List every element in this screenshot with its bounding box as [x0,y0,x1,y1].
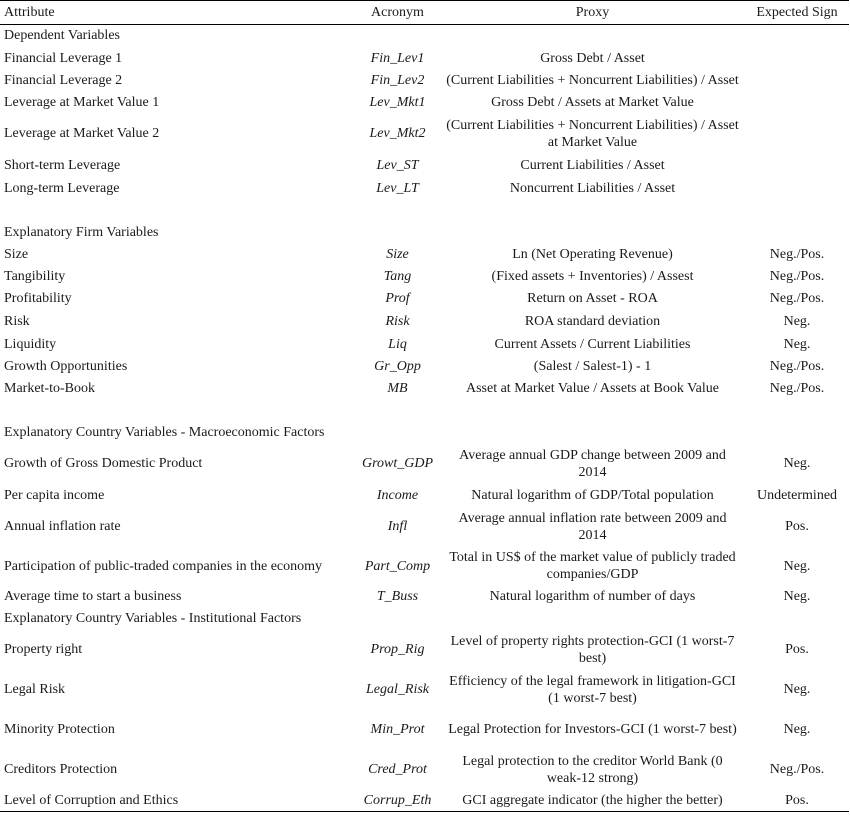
cell-expected-sign: Pos. [785,519,809,534]
table-row [0,47,849,70]
cell-acronym: Size [386,247,409,262]
cell-proxy: Level of property rights protection-GCI (1 worst-7 best) [450,633,735,666]
cell-attribute: Long-term Leverage [4,180,120,196]
cell-proxy: Gross Debt / Asset [540,50,645,66]
cell-expected-sign: Neg. [783,456,811,471]
cell-expected-sign [745,47,849,70]
cell-attribute: Tangibility [4,269,66,284]
table-row [0,750,849,790]
table-row [0,670,849,710]
cell-proxy: Natural logarithm of GDP/Total population [471,487,714,503]
cell-expected-sign [745,154,849,177]
cell-proxy: Total in US$ of the market value of publicly traded companies/GDP [449,550,736,582]
section-institutional-variables: Explanatory Country Variables - Institutional Factors [4,611,302,626]
cell-expected-sign: Neg./Pos. [769,381,825,396]
cell-expected-sign: Neg. [783,313,811,329]
section-dependent-variables: Dependent Variables [4,28,120,44]
cell-attribute: Growth Opportunities [4,359,128,374]
cell-attribute: Financial Leverage 2 [4,73,123,88]
cell-proxy: GCI aggregate indicator (the higher the better) [440,790,745,812]
cell-expected-sign [745,92,849,114]
cell-attribute: Creditors Protection [4,762,118,777]
cell-acronym: Risk [385,313,410,329]
cell-expected-sign: Neg./Pos. [769,269,825,284]
cell-expected-sign: Pos. [785,642,809,657]
cell-expected-sign: Neg./Pos. [769,247,825,262]
cell-attribute: Level of Corruption and Ethics [0,790,355,812]
cell-attribute: Per capita income [4,487,105,503]
cell-attribute: Leverage at Market Value 2 [4,126,160,141]
cell-expected-sign [745,177,849,200]
cell-acronym: Cred_Prot [368,762,427,777]
cell-attribute: Market-to-Book [4,381,95,396]
cell-acronym: Lev_ST [376,157,419,173]
cell-proxy: Average annual GDP change between 2009 and 2014 [459,447,726,480]
cell-proxy: Legal protection to the creditor World Bank (0 weak-12 strong) [462,753,723,786]
cell-proxy: (Current Liabilities + Noncurrent Liabilities) / Asset [446,73,739,88]
section-row [0,608,849,630]
spacer-row [0,400,849,422]
table-row [0,507,849,547]
section-macro-variables: Explanatory Country Variables - Macroeconomic Factors [4,425,325,440]
cell-proxy: (Fixed assets + Inventories) / Assest [491,269,694,284]
cell-acronym: T_Buss [376,589,419,604]
cell-attribute: Legal Risk [4,682,66,697]
cell-proxy: ROA standard deviation [524,313,661,329]
cell-expected-sign: Neg. [783,558,811,574]
cell-attribute: Short-term Leverage [4,157,121,173]
cell-acronym: Fin_Lev1 [370,50,425,66]
section-row [0,422,849,444]
table-row [0,356,849,378]
cell-attribute: Risk [4,313,30,329]
table-row [0,177,849,200]
table-row [0,586,849,608]
section-row [0,222,849,244]
cell-proxy: (Current Liabilities + Noncurrent Liabilities) / Asset at Market Value [446,117,739,150]
cell-attribute: Annual inflation rate [4,519,121,534]
cell-acronym: Fin_Lev2 [370,73,425,88]
cell-proxy: Current Liabilities / Asset [520,157,665,173]
cell-attribute: Financial Leverage 1 [4,50,123,66]
table-row [0,154,849,177]
cell-expected-sign: Neg. [783,682,811,697]
cell-acronym: MB [387,381,408,396]
table-row [0,244,849,266]
cell-attribute: Profitability [4,291,72,306]
spacer-row [0,200,849,222]
header-row [0,1,849,25]
cell-attribute: Liquidity [4,336,57,352]
cell-attribute: Leverage at Market Value 1 [4,95,160,110]
cell-attribute: Property right [4,642,83,657]
cell-proxy: Natural logarithm of number of days [489,589,696,604]
cell-proxy: Ln (Net Operating Revenue) [512,247,673,262]
table-row [0,288,849,310]
cell-acronym: Min_Prot [370,722,425,737]
table-row [0,630,849,670]
cell-proxy: Return on Asset - ROA [527,291,658,306]
cell-proxy: Noncurrent Liabilities / Asset [509,180,676,196]
header-attribute: Attribute [0,1,355,25]
table-row [0,70,849,92]
cell-proxy: Legal Protection for Investors-GCI (1 worst-7 best) [448,722,737,737]
cell-proxy: Gross Debt / Assets at Market Value [491,95,694,110]
cell-expected-sign: Neg. [783,722,811,737]
cell-acronym: Liq [388,336,407,352]
table-row [0,266,849,288]
table-row [0,310,849,333]
section-firm-variables: Explanatory Firm Variables [4,225,159,240]
cell-acronym: Legal_Risk [366,682,429,697]
cell-expected-sign: Neg. [783,589,811,604]
cell-expected-sign [745,70,849,92]
cell-expected-sign: Undetermined [756,487,838,503]
table-row [0,378,849,400]
section-row [0,25,849,47]
cell-acronym: Gr_Opp [374,359,421,374]
table-row [0,484,849,507]
cell-proxy: Current Assets / Current Liabilities [494,336,691,352]
table-row [0,790,849,812]
cell-attribute: Size [4,247,29,262]
header-proxy: Proxy [440,1,745,25]
cell-expected-sign: Neg./Pos. [769,762,825,777]
header-acronym: Acronym [355,1,440,25]
cell-acronym: Growt_GDP [361,456,434,471]
cell-proxy: Asset at Market Value / Assets at Book Value [465,381,719,396]
cell-attribute: Participation of public-traded companies in the economy [4,558,323,574]
cell-acronym: Lev_Mkt1 [369,95,426,110]
table-row [0,92,849,114]
cell-attribute: Average time to start a business [4,589,182,604]
cell-acronym: Part_Comp [364,558,431,574]
cell-acronym: Lev_Mkt2 [369,126,426,141]
cell-proxy: Average annual inflation rate between 2009 and 2014 [458,510,727,543]
cell-acronym: Prof [385,291,410,306]
cell-acronym: Income [376,487,419,503]
cell-acronym: Corrup_Eth [355,790,440,812]
cell-expected-sign: Pos. [745,790,849,812]
table-row [0,333,849,356]
cell-attribute: Minority Protection [4,722,115,737]
cell-proxy: (Salest / Salest-1) - 1 [533,359,652,374]
cell-acronym: Lev_LT [376,180,419,196]
table-row [0,114,849,154]
cell-attribute: Growth of Gross Domestic Product [4,456,203,471]
header-expected-sign: Expected Sign [745,1,849,25]
table-row [0,710,849,750]
cell-acronym: Prop_Rig [370,642,425,657]
cell-acronym: Infl [387,519,408,534]
cell-expected-sign: Neg. [783,336,811,352]
cell-proxy: Efficiency of the legal framework in litigation-GCI (1 worst-7 best) [449,673,736,706]
table-row [0,444,849,484]
cell-expected-sign: Neg./Pos. [769,359,825,374]
cell-expected-sign [745,114,849,154]
table-row [0,547,849,586]
cell-expected-sign: Neg./Pos. [769,291,825,306]
cell-acronym: Tang [383,269,412,284]
